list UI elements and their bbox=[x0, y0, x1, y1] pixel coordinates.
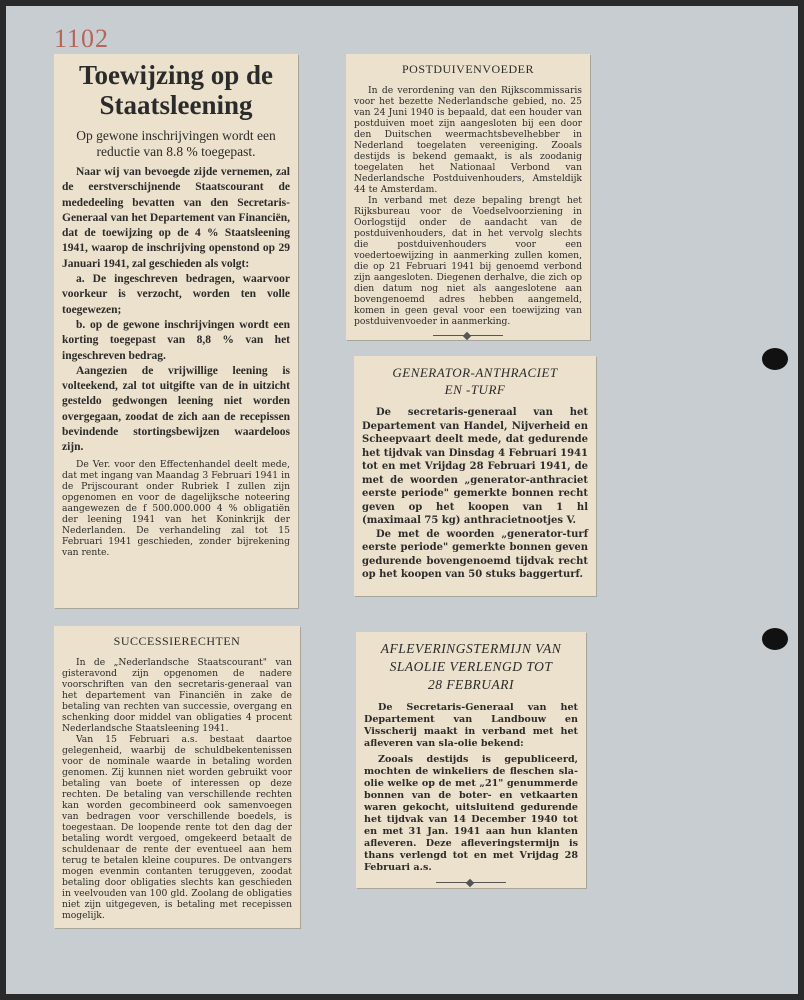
clipping-generator-anthraciet bbox=[354, 356, 596, 596]
article-title-line: GENERATOR-ANTHRACIET bbox=[392, 365, 558, 380]
ornamental-divider bbox=[433, 335, 503, 336]
article-paragraph: De Secretaris-Generaal van het Departement van Landbouw en Visscherij maakt in verband met het afleveren van sla-olie bekend: bbox=[364, 702, 578, 749]
article-title-line: EN -TURF bbox=[444, 382, 506, 397]
clipping-slaolie bbox=[356, 632, 586, 888]
clipping-successierechten bbox=[54, 626, 300, 928]
article-subtitle: Op gewone inschrijvingen wordt een reductie van 8.8 % toegepast. bbox=[76, 128, 276, 159]
article-paragraph: In de verordening van den Rijkscommissaris voor het bezette Nederlandsche gebied, no. 25 van 24 Juni 1940 is bepaald, dat een houder van postduiven moet zijn aangesloten bij een door den Duitschen weermachtsbevelhebber in Nederland toegelaten vereeniging. Zooals destijds is bekend gemaakt, is als zoodanig toegelaten het Nationaal Verbond van Nederlandsche Postduivenhouders, Amsteldijk 44 te Amsterdam. bbox=[354, 85, 582, 195]
scrapbook-page bbox=[6, 6, 798, 994]
article-paragraph: De secretaris-generaal van het Departement van Handel, Nijverheid en Scheepvaart deelt mede, dat gedurende het tijdvak van Dinsdag 4 Februari 1941 tot en met Vrijdag 28 Februari 1941, de met de woorden „generator-anthraciet eerste periode" gemerkte bonnen recht geven op het koopen van 1 hl (maximaal 75 kg) anthracietnootjes V. bbox=[362, 407, 588, 526]
article-paragraph: Zooals destijds is gepubliceerd, mochten de winkeliers de fleschen sla-olie welke op de met „21" genummerde bonnen van de boter- en vetkaarten waren gekocht, uitsluitend gedurende het tijdvak van 14 December 1940 tot en met 31 Jan. 1941 aan hun klanten afleveren. Deze afleveringstermijn is thans verlengd tot en met Vrijdag 28 Februari a.s. bbox=[364, 754, 578, 873]
article-title-line: 28 FEBRUARI bbox=[427, 677, 515, 692]
article-paragraph: In verband met deze bepaling brengt het Rijksbureau voor de Voedselvoorziening in Oorlogstijd onder de aandacht van de postduivenhouders, dat in het vervolg slechts die postduivenhouders voor een voedertoewijzing in aanmerking zullen komen, die op 21 Februari 1941 bij genoemd verbond zijn aangesloten. Diegenen derhalve, die zich op dien datum nog niet als aangeslotene aan bovengenoemd adres hebben aangemeld, komen in geen geval voor een toewijzing van postduivenvoeder in aanmerking. bbox=[354, 195, 582, 327]
article-paragraph: Naar wij van bevoegde zijde vernemen, zal de eerstverschijnende Staatscourant de mededeeling bevatten van den Secretaris-Generaal van het Departement van Financiën, dat de toewijzing op de 4 % Staatsleening 1941, waarop de inschrijving openstond op 29 Januari 1941, zal geschieden als volgt: bbox=[62, 166, 290, 270]
article-title: SUCCESSIERECHTEN bbox=[113, 634, 241, 648]
punch-hole-bottom bbox=[762, 628, 788, 650]
article-paragraph: In de „Nederlandsche Staatscourant" van gisteravond zijn opgenomen de nadere voorschriften van den secretaris-generaal van het departement van Financiën in zake de betaling van rechten van successie, overgang en schenking door middel van obligaties 4 procent Nederlandsche Staatsleening 1941. bbox=[62, 657, 292, 734]
article-paragraph: b. op de gewone inschrijvingen wordt een korting toegepast van 8,8 % van het ingeschreven bedrag. bbox=[62, 318, 290, 362]
article-title: POSTDUIVENVOEDER bbox=[402, 62, 534, 76]
clipping-staatsleening bbox=[54, 54, 298, 608]
article-paragraph: Van 15 Februari a.s. bestaat daartoe gelegenheid, waarbij de schuldbekentenissen voor de nominale waarde in betaling worden genomen. Zij kunnen niet worden gebruikt voor betaling van boete of interessen op deze rechten. De betaling van verschillende rechten kan worden gecombineerd ook samenvoegen van bedragen voor verschillende boedels, is toegestaan. De loopende rente tot den dag der betaling wordt vergoed, omgekeerd betaalt de schuldenaar de rente der eventueel aan hem terug te betalen kleine coupures. De ontvangers mogen evenmin contanten teruggeven, zoodat betaling door obligaties slechts kan geschieden in veelvouden van 100 gld. Zoolang de obligaties niet zijn uitgegeven, is betaling met recepissen mogelijk. bbox=[62, 734, 292, 921]
article-paragraph: Aangezien de vrijwillige leening is volteekend, zal tot uitgifte van de in uitzicht gesteldo gedwongen leening niet worden overgegaan, zoodat de zich aan de recepissen bevindende stortingsbewijzen waardeloos zijn. bbox=[62, 364, 290, 454]
article-paragraph: a. De ingeschreven bedragen, waarvoor voorkeur is verzocht, worden ten volle toegewezen; bbox=[62, 273, 290, 316]
article-title: Toewijzing op de Staatsleening bbox=[78, 60, 274, 120]
article-paragraph: De met de woorden „generator-turf eerste periode" gemerkte bonnen geven gedurende bovengenoemd tijdvak recht op het koopen van 50 stuks baggerturf. bbox=[362, 528, 588, 580]
punch-hole-top bbox=[762, 348, 788, 370]
page-number: 1102 bbox=[54, 24, 110, 53]
ornamental-divider bbox=[436, 882, 506, 883]
clipping-postduivenvoeder bbox=[346, 54, 590, 340]
article-footnote: De Ver. voor den Effectenhandel deelt mede, dat met ingang van Maandag 3 Februari 1941 in de Prijscourant onder Rubriek I zullen zijn opgenomen en voor de dagelijksche noteering aangewezen de f 500.000.000 4 % obligatiën der leening 1941 van het Koninkrijk der Nederlanden. De verhandeling zal tot 15 Februari 1941 geschieden, zonder bijrekening van rente. bbox=[62, 458, 290, 558]
article-title-line: SLAOLIE VERLENGD TOT bbox=[389, 659, 553, 674]
article-title-line: AFLEVERINGSTERMIJN VAN bbox=[380, 641, 562, 656]
